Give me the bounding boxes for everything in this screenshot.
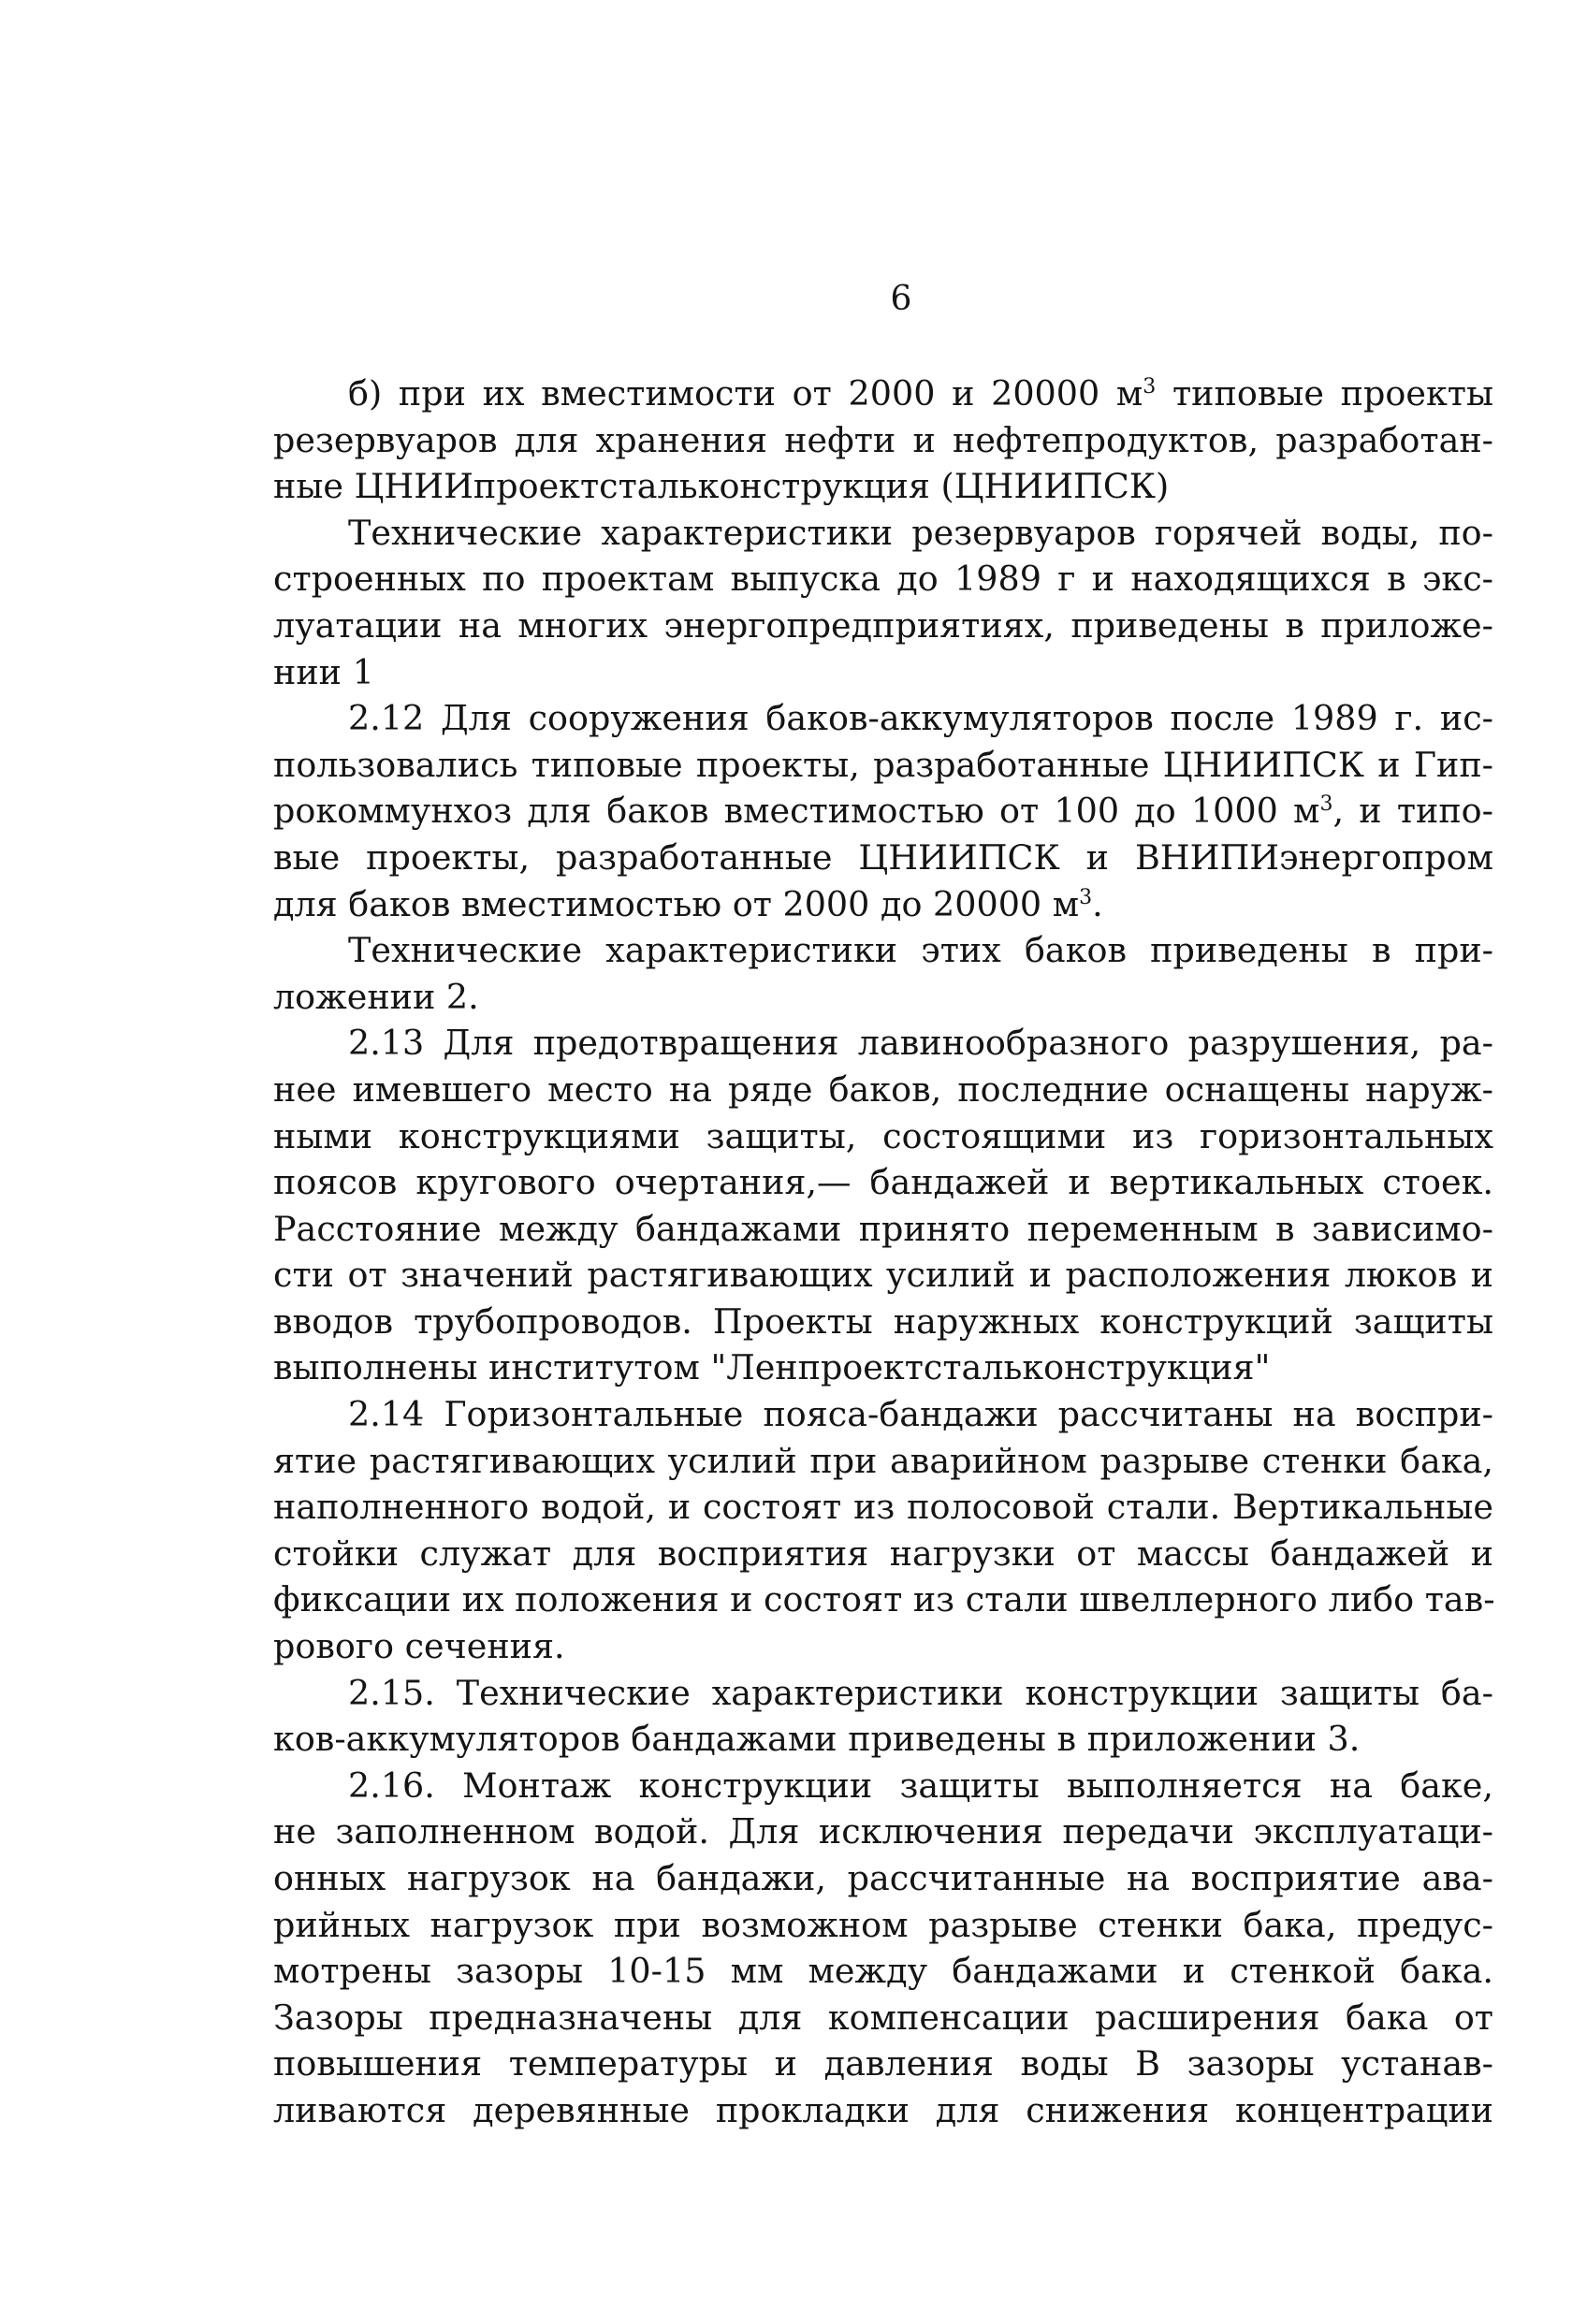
text-line: ными конструкциями защиты, состоящими из горизонтальных [273, 1115, 1493, 1156]
text-line: б) при их вместимости от 2000 и 20000 $м^3$ типовые проекты [348, 373, 1493, 414]
text-line: 2.16. Монтаж конструкции защиты выполняется на баке, [348, 1765, 1493, 1806]
text-line: ливаются деревянные прокладки для снижения концентрации [273, 2089, 1493, 2130]
text-line: нии 1 [273, 651, 374, 692]
text-line: сти от значений растягивающих усилий и расположения люков и [273, 1255, 1493, 1296]
text-line: Технические характеристики резервуаров горячей воды, по- [348, 512, 1493, 553]
page-number: 6 [890, 280, 912, 318]
text-line: строенных по проектам выпуска до 1989 г и находящихся в экс- [273, 559, 1493, 600]
text-line: вводов трубопроводов. Проекты наружных конструкций защиты [273, 1300, 1493, 1342]
text-line: наполненного водой, и состоят из полосовой стали. Вертикальные [273, 1487, 1493, 1528]
text-line: луатации на многих энергопредприятиях, приведены в приложе- [273, 604, 1493, 646]
text-line: для баков вместимостью от 2000 до 20000 $м^3$. [273, 883, 1103, 924]
text-line: рокоммунхоз для баков вместимостью от 100 до 1000 $м^3$, и типо- [273, 791, 1493, 832]
text-line: Технические характеристики этих баков приведены в при- [348, 930, 1493, 971]
text-line: выполнены институтом "Ленпроектстальконструкция" [273, 1347, 1271, 1388]
text-line: ятие растягивающих усилий при аварийном разрыве стенки бака, [273, 1440, 1493, 1481]
body-text [273, 370, 1493, 2134]
text-line: резервуаров для хранения нефти и нефтепродуктов, разработан- [273, 419, 1493, 460]
text-line: нее имевшего место на ряде баков, последние оснащены наруж- [273, 1068, 1493, 1110]
text-line: мотрены зазоры 10-15 мм между бандажами и стенкой бака. [273, 1951, 1493, 1992]
text-line: ложении 2. [273, 976, 479, 1017]
text-line: повышения температуры и давления воды В зазоры устанав- [273, 2043, 1493, 2084]
text-line: Зазоры предназначены для компенсации расширения бака от [273, 1997, 1493, 2038]
text-line: рийных нагрузок при возможном разрыве стенки бака, предус- [273, 1904, 1493, 1945]
text-line: стойки служат для восприятия нагрузки от массы бандажей и [273, 1532, 1493, 1574]
text-line: рового сечения. [273, 1626, 565, 1667]
text-line: не заполненном водой. Для исключения передачи эксплуатаци- [273, 1811, 1493, 1852]
text-line: Расстояние между бандажами принято переменным в зависимо- [273, 1208, 1493, 1249]
text-line: поясов кругового очертания,— бандажей и вертикальных стоек. [273, 1162, 1493, 1203]
text-line: онных нагрузок на бандажи, рассчитанные на восприятие ава- [273, 1858, 1493, 1898]
text-line: 2.13 Для предотвращения лавинообразного разрушения, ра- [348, 1023, 1493, 1064]
text-line: ков-аккумуляторов бандажами приведены в приложении 3. [273, 1719, 1361, 1760]
text-line: 2.14 Горизонтальные пояса-бандажи рассчитаны на воспри- [348, 1394, 1493, 1435]
text-line: пользовались типовые проекты, разработанные ЦНИИПСК и Гип- [273, 744, 1493, 785]
text-line: вые проекты, разработанные ЦНИИПСК и ВНИПИэнергопром [273, 836, 1493, 878]
text-line: 2.12 Для сооружения баков-аккумуляторов после 1989 г. ис- [348, 698, 1493, 739]
text-line: ные ЦНИИпроектстальконструкция (ЦНИИПСК) [273, 466, 1170, 507]
text-line: 2.15. Технические характеристики конструкции защиты ба- [348, 1672, 1493, 1713]
text-line: фиксации их положения и состоят из стали швеллерного либо тав- [273, 1579, 1495, 1620]
